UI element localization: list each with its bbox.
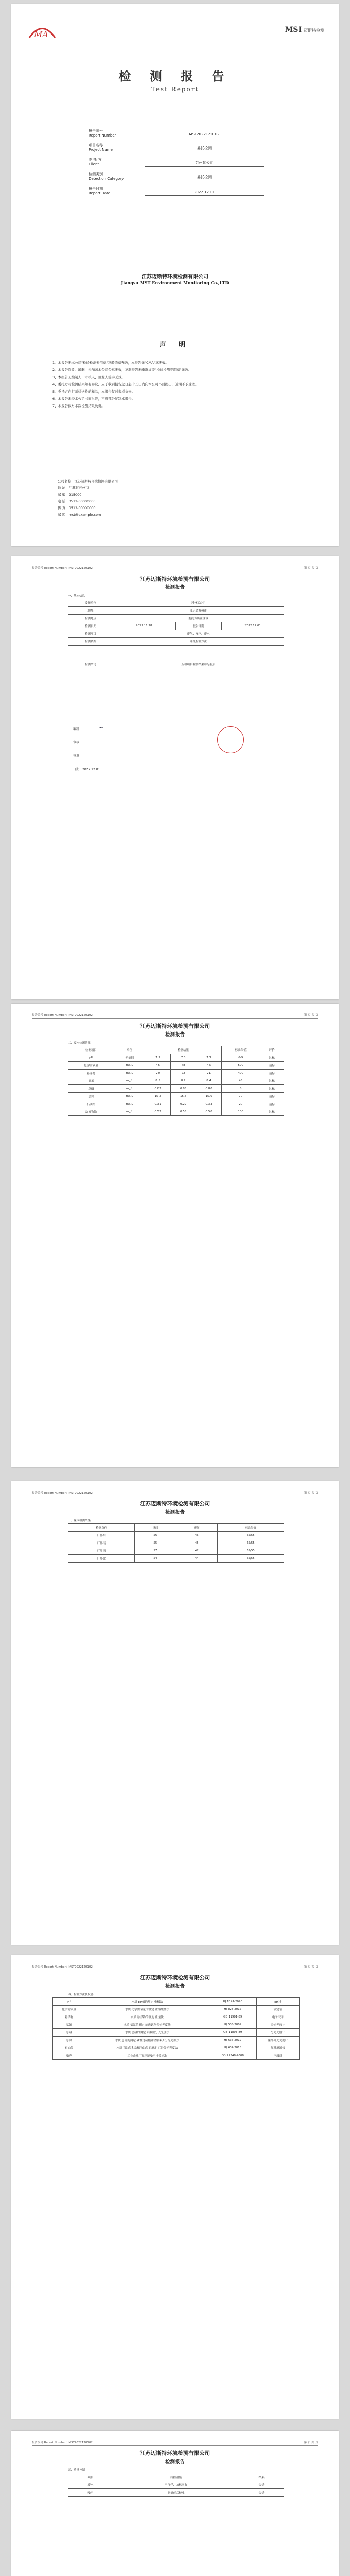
noise-table	[68, 1523, 284, 1563]
sub-title: 检测报告	[165, 2459, 185, 2465]
table-row: 化学需氧量 水质 化学需氧量的测定 重铬酸盐法 HJ 828-2017 滴定管	[53, 2006, 300, 2013]
field-label: 报告编号 Report Number	[89, 129, 116, 138]
report-title-en: Test Report	[151, 86, 199, 93]
declaration-item: 2、本报告涂改、增删、未加盖本公司公章无效，复制报告未重新加盖"检验检测专用章"无效。	[52, 368, 192, 372]
declaration-item: 7、本报告仅对本次检测结果负责。	[52, 404, 105, 408]
declaration-item: 5、委托方自行采样送检的样品，本报告仅对来样负责。	[52, 389, 135, 394]
methods-table	[52, 1997, 300, 2060]
table-header: 检测项目 单位 检测结果 标准限值 评价	[68, 1046, 284, 1054]
declaration-item: 4、委托方对检测结果如有异议，应于收到报告之日起十五日内向本公司书面提出，逾期不予受理。	[52, 382, 199, 386]
page-header	[32, 566, 318, 571]
table-row: 石油类 水质 石油类和动植物油类的测定 红外分光光度法 HJ 637-2018 红外测油仪	[53, 2044, 300, 2052]
table-row: 厂界南 55 45 65/55	[68, 1539, 284, 1547]
cover-field-row	[89, 181, 264, 196]
table-row: 石油类 mg/L 0.31 0.29 0.33 20 达标	[68, 1100, 284, 1108]
table-row: 动植物油 mg/L 0.52 0.55 0.50 100 达标	[68, 1108, 284, 1116]
qc-table	[68, 2473, 284, 2497]
field-value: MST2022120102	[145, 132, 264, 138]
field-value: 委托检测	[145, 175, 264, 181]
org-title: 江苏迈斯特环境检测有限公司	[139, 1023, 211, 1029]
signature-block: 编制： 审核： 签发： 日期：2022.12.01	[73, 727, 100, 771]
contact-line: 电 话：0512-00000000	[58, 499, 96, 503]
field-value: 委托检测	[145, 146, 264, 152]
declaration-title: 声 明	[159, 341, 191, 349]
report-page-5	[11, 1955, 339, 2419]
table-row: 检测依据 详见检测方法	[68, 638, 284, 646]
brand-sub: 迈斯特检测	[304, 28, 324, 33]
report-title: 检 测 报 告	[118, 69, 232, 83]
report-page-6	[11, 2431, 339, 2576]
field-value: 2022.12.01	[145, 190, 264, 196]
wastewater-table	[68, 1046, 284, 1116]
sub-title: 检测报告	[165, 1984, 185, 1989]
table-row: 悬浮物 mg/L 20 22 21 400 达标	[68, 1070, 284, 1077]
declaration-item: 6、本报告未经本公司书面批准，不得部分复制本报告。	[52, 397, 135, 401]
header-left: 报告编号 Report Number：MST2022120102	[32, 567, 93, 570]
table-row: 噪声 工业企业厂界环境噪声排放标准 GB 12348-2008 声级计	[53, 2052, 300, 2060]
cma-logo-icon	[27, 20, 58, 40]
table-row: 检测项目 废气、噪声、废水	[68, 630, 284, 638]
table-row: 总氮 水质 总氮的测定 碱性过硫酸钾消解紫外分光光度法 HJ 636-2012 紫外分光光度计	[53, 2037, 300, 2044]
table-row: 总氮 mg/L 15.2 15.6 15.0 70 达标	[68, 1093, 284, 1100]
contact-line: 公司名称：江苏迈斯特环境检测有限公司	[58, 479, 118, 483]
report-page-3	[11, 1004, 339, 1467]
table-row: 总磷 mg/L 0.82 0.85 0.80 8 达标	[68, 1085, 284, 1093]
field-label: 检测类别 Detection Category	[89, 172, 124, 181]
brand-logo	[285, 26, 324, 34]
sub-title: 检测报告	[165, 1032, 185, 1038]
table-row: 地址 江苏省苏州市	[68, 607, 284, 615]
section-label: 五、质量控制	[68, 2469, 85, 2472]
contact-line: 地 址：江苏省苏州市	[58, 486, 89, 490]
table-row: 废水 平行样、加标回收 合格	[68, 2481, 284, 2489]
field-label: 报告日期 Report Date	[89, 187, 111, 195]
table-row: 检测日期 2022.11.28 报告日期 2022.12.01	[68, 622, 284, 630]
header-right: 第 页 共 页	[304, 567, 318, 570]
contact-line: 邮 编：215000	[58, 493, 82, 497]
table-row: 化学需氧量 mg/L 45 48 46 500 达标	[68, 1062, 284, 1070]
declaration-list	[52, 360, 297, 410]
table-row: 委托单位 苏州某公司	[68, 599, 284, 607]
cover-page	[11, 4, 339, 546]
cover-field-row	[89, 167, 264, 181]
org-title: 江苏迈斯特环境检测有限公司	[139, 1501, 211, 1507]
stamp-icon	[217, 726, 244, 753]
cover-field-row	[89, 124, 264, 138]
report-page-2	[11, 556, 339, 999]
table-row: 氨氮 mg/L 8.5 8.7 8.4 45 达标	[68, 1077, 284, 1085]
cover-org-name: 江苏迈斯特环境检测有限公司	[142, 274, 208, 280]
section-label: 一、基本信息	[68, 595, 85, 598]
table-row: 项目 质控措施 结果	[68, 2473, 284, 2481]
table-row: 厂界北 54 44 65/55	[68, 1555, 284, 1563]
table-row: 厂界西 57 47 65/55	[68, 1547, 284, 1555]
section-label: 四、检测方法及仪器	[68, 1993, 94, 1996]
cover-field-row	[89, 152, 264, 167]
field-label: 委 托 方 Client	[89, 158, 102, 166]
sub-title: 检测报告	[165, 1510, 185, 1515]
page-header: 报告编号 Report Number：MST2022120102 第 页 共 页	[32, 1964, 318, 1970]
table-row: 检测点位 昼间 夜间 标准限值	[68, 1524, 284, 1532]
cover-fields	[89, 124, 264, 196]
org-title: 江苏迈斯特环境检测有限公司	[139, 2450, 211, 2456]
sub-title: 检测报告	[165, 585, 185, 590]
signature-scribble-icon: ~	[99, 724, 104, 731]
table-row: 检测地点 委托方所在区域	[68, 615, 284, 622]
cma-text: MA	[34, 29, 48, 39]
field-value: 苏州某公司	[145, 160, 264, 167]
contact-line: 传 真：0512-00000000	[58, 506, 96, 510]
table-row: 氨氮 水质 氨氮的测定 纳氏试剂分光光度法 HJ 535-2009 分光光度计	[53, 2021, 300, 2029]
basic-info-table	[68, 599, 284, 683]
contact-block	[58, 478, 118, 518]
table-row: 悬浮物 水质 悬浮物的测定 重量法 GB 11901-89 电子天平	[53, 2013, 300, 2021]
section-label: 三、噪声检测结果	[68, 1519, 91, 1522]
contact-line: 邮 箱：mst@example.com	[58, 513, 101, 517]
page-header: 报告编号 Report Number：MST2022120102 第 页 共 页	[32, 1490, 318, 1496]
table-row: 检测结论 所检项目检测结果详见报告	[68, 646, 284, 683]
report-page-4	[11, 1481, 339, 1945]
declaration-item: 1、本报告无本公司"检验检测专用章"及骑缝章无效，本报告无"CMA"章无效。	[52, 361, 169, 365]
org-title: 江苏迈斯特环境检测有限公司	[139, 576, 211, 582]
field-label: 项目名称 Project Name	[89, 143, 113, 152]
declaration-item: 3、本报告无编制人、审核人、签发人签字无效。	[52, 375, 125, 379]
cover-field-row	[89, 138, 264, 152]
brand-name: MSI	[285, 26, 302, 34]
page-header: 报告编号 Report Number：MST2022120102 第 页 共 页	[32, 1013, 318, 1019]
table-row: 厂界东 56 46 65/55	[68, 1532, 284, 1539]
section-label: 二、废水检测结果	[68, 1042, 91, 1045]
cover-org-name-en: Jiangsu MST Environment Monitoring Co.,LTD	[121, 280, 229, 285]
org-title: 江苏迈斯特环境检测有限公司	[139, 1975, 211, 1981]
page-header: 报告编号 Report Number：MST2022120102 第 页 共 页	[32, 2440, 318, 2446]
table-row: pH 无量纲 7.2 7.3 7.1 6-9 达标	[68, 1054, 284, 1062]
table-row: pH 水质 pH值的测定 电极法 HJ 1147-2020 pH计	[53, 1998, 300, 2006]
table-row: 总磷 水质 总磷的测定 钼酸铵分光光度法 GB 11893-89 分光光度计	[53, 2029, 300, 2037]
table-row: 噪声 测量前后校准 合格	[68, 2489, 284, 2497]
